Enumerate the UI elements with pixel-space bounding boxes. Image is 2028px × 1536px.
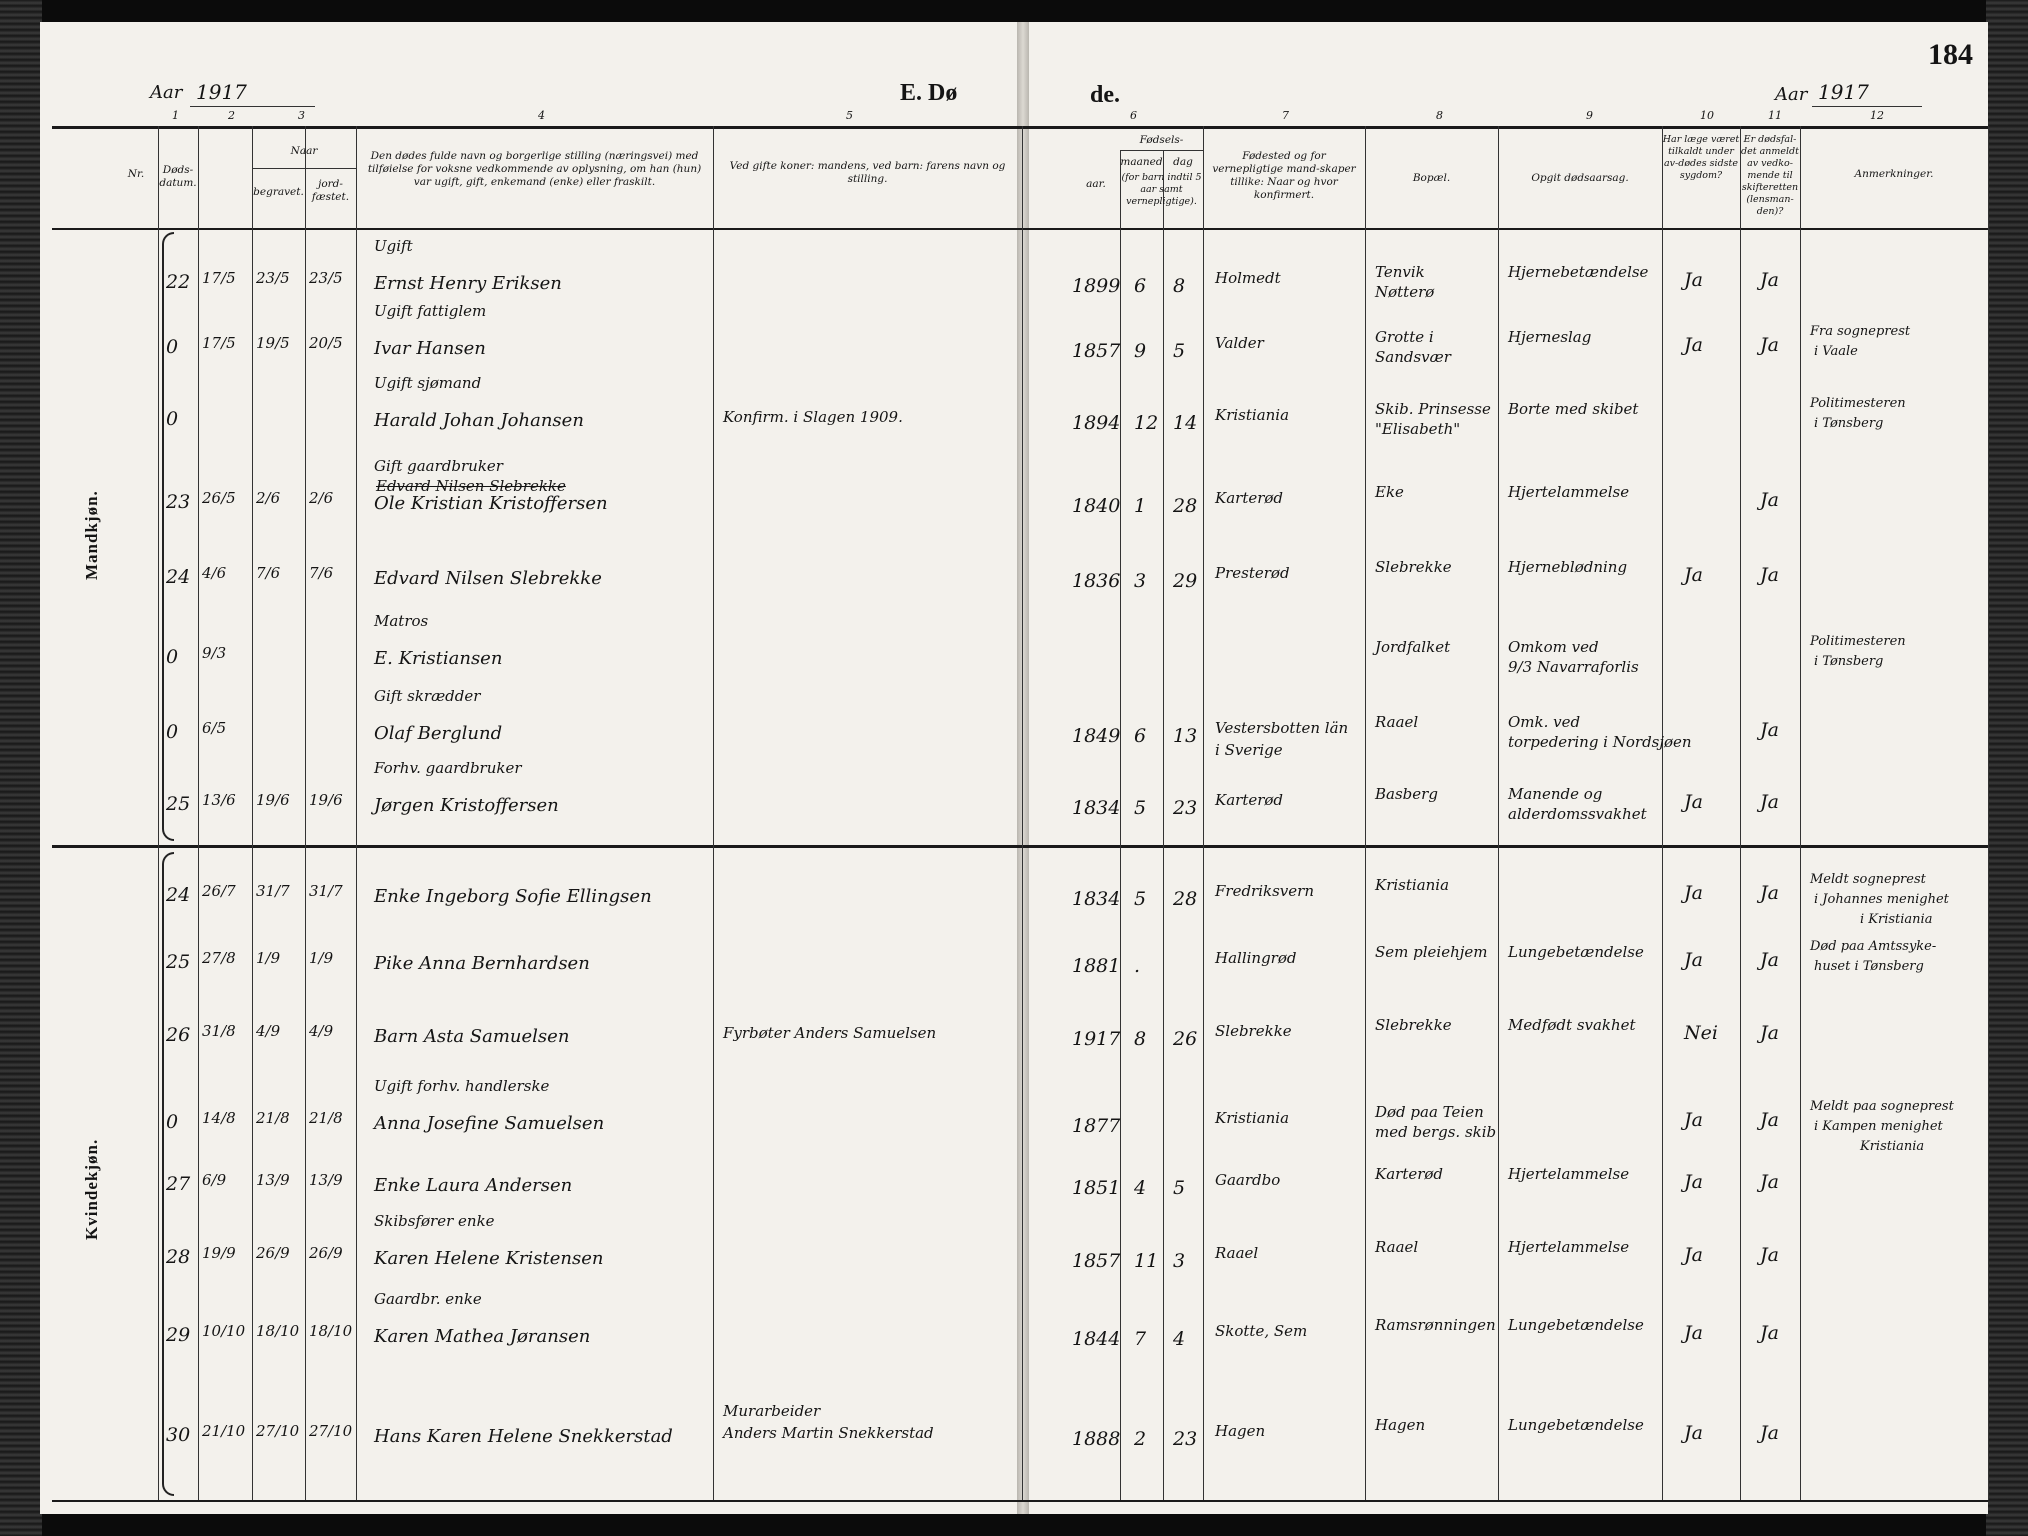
struck-name: Edvard Nilsen Slebrekke [376,477,566,495]
column-rule-dag [1163,150,1164,1500]
header-anmerkninger: Anmerkninger. [1854,168,1934,180]
column-number: 1 [172,109,179,122]
remarks: Fra sogneprest [1810,324,1911,339]
birthplace: Fredriksvern [1215,882,1314,900]
death-date: 10/10 [202,1322,246,1340]
residence-line2: Nøtterø [1375,283,1435,301]
residence: Raael [1375,1238,1419,1256]
birth-month: 5 [1134,888,1147,910]
physician-called: Ja [1684,882,1703,904]
physician-called: Ja [1684,1244,1703,1266]
cause-of-death: Hjerneslag [1508,328,1592,346]
death-reported: Ja [1760,489,1779,511]
burial-date: 21/8 [256,1109,290,1127]
deceased-name: Anna Josefine Samuelsen [374,1113,605,1134]
deceased-name: Enke Ingeborg Sofie Ellingsen [374,886,652,907]
physician-called: Ja [1684,791,1703,813]
death-date: 6/5 [202,719,227,737]
burial-date: 19/5 [256,334,290,352]
column-rule-beg [252,126,253,1500]
death-date: 17/5 [202,334,236,352]
deceased-name: Barn Asta Samuelsen [374,1026,570,1047]
residence: Ramsrønningen [1375,1316,1496,1334]
death-date: 9/3 [202,644,227,662]
cause-of-death-line2: torpedering i Nordsjøen [1508,733,1692,751]
cause-of-death: Lungebetændelse [1508,1416,1644,1434]
residence: Jordfalket [1375,638,1451,656]
entry-number: 25 [166,793,191,815]
death-reported: Ja [1760,1022,1779,1044]
birth-day: 23 [1173,1428,1198,1450]
death-reported: Ja [1760,719,1779,741]
physician-called: Ja [1684,334,1703,356]
cause-of-death: Hjerneblødning [1508,558,1628,576]
spouse-occupation: Murarbeider [723,1402,821,1420]
interment-date: 26/9 [309,1244,343,1262]
death-reported: Ja [1760,334,1779,356]
header-naar: Naar [290,145,318,157]
birth-month: 3 [1134,570,1147,592]
birthplace: Kristiania [1215,1109,1290,1127]
entry-number: 22 [166,271,191,293]
death-reported: Ja [1760,1244,1779,1266]
birth-day: 28 [1173,888,1198,910]
birth-day: 28 [1173,495,1198,517]
residence: Hagen [1375,1416,1426,1434]
birthplace-line2: i Sverige [1215,741,1283,759]
cause-of-death: Medfødt svakhet [1508,1016,1636,1034]
header-gifte: Ved gifte koner: mandens, ved barn: farens navn og stilling. [729,160,1006,185]
birth-year: 1917 [1072,1028,1121,1050]
remarks-line2: i Kampen menighet [1814,1119,1943,1134]
burial-date: 31/7 [256,882,290,900]
birthplace: Hagen [1215,1422,1266,1440]
header-navn: Den dødes fulde navn og borgerlige stilling (næringsvei) med tilføielse for voksne vedkommende av oplysning, om han (hun) var ugift, gift, enkemand (enke) eller fraskilt. [367,150,702,188]
entry-number: 24 [166,566,191,588]
remarks: Meldt sogneprest [1810,872,1926,887]
residence-line2: "Elisabeth" [1375,420,1461,438]
burial-date: 4/9 [256,1022,281,1040]
burial-date: 18/10 [256,1322,300,1340]
cause-of-death: Lungebetændelse [1508,943,1644,961]
birthplace: Karterød [1215,489,1284,507]
burial-date: 27/10 [256,1422,300,1440]
naar-split [305,168,306,1500]
physician-called: Ja [1684,1322,1703,1344]
interment-date: 2/6 [309,489,334,507]
residence: Eke [1375,483,1404,501]
fodsels-subrule [1120,150,1203,151]
remarks-line3: i Kristiania [1860,912,1933,927]
birthplace: Skotte, Sem [1215,1322,1308,1340]
header-fodested: Fødested og for vernepligtige mand-skaper tillike: Naar og hvor konfirmert. [1212,150,1356,201]
cause-of-death: Hjertelammelse [1508,1165,1630,1183]
deceased-name: Ivar Hansen [374,338,486,359]
birth-month: 8 [1134,1028,1147,1050]
birth-month: 5 [1134,797,1147,819]
remarks: Meldt paa sogneprest [1810,1099,1954,1114]
entry-number: 29 [166,1324,191,1346]
birthplace: Karterød [1215,791,1284,809]
residence-line2: Sandsvær [1375,348,1451,366]
column-number: 5 [846,109,853,122]
death-date: 27/8 [202,949,236,967]
deceased-name: Karen Helene Kristensen [374,1248,604,1269]
interment-date: 27/10 [309,1422,353,1440]
year-underline-left [190,106,315,107]
residence: Kristiania [1375,876,1450,894]
interment-date: 19/6 [309,791,343,809]
column-number: 4 [538,109,545,122]
birth-day: 29 [1173,570,1198,592]
header-top-rule [52,126,1988,129]
birth-year: 1849 [1072,725,1121,747]
page-number: 184 [1928,38,1973,71]
civil-status: Forhv. gaardbruker [374,759,522,777]
entry-number: 27 [166,1173,191,1195]
burial-date: 19/6 [256,791,290,809]
birthplace: Vestersbotten län [1215,719,1349,737]
deceased-name: Hans Karen Helene Snekkerstad [374,1426,673,1447]
header-aar: aar. [1086,178,1106,190]
civil-status: Skibsfører enke [374,1212,495,1230]
birth-year: 1881 [1072,955,1121,977]
section-label-male: Mandkjøn. [82,490,101,580]
entry-number: 0 [166,1111,179,1133]
header-bopel: Bopæl. [1412,172,1451,184]
residence: Tenvik [1375,263,1425,281]
birth-month: 9 [1134,340,1147,362]
section-divider [52,845,1988,848]
birth-month: 6 [1134,725,1147,747]
cause-of-death-line2: 9/3 Navarraforlis [1508,658,1639,676]
birth-month: 11 [1134,1250,1159,1272]
interment-date: 1/9 [309,949,334,967]
column-number: 8 [1436,109,1443,122]
deceased-name: Pike Anna Bernhardsen [374,953,590,974]
death-date: 6/9 [202,1171,227,1189]
header-laege: Har læge været tilkaldt under av-dødes sidste sygdom? [1662,134,1740,181]
death-date: 19/9 [202,1244,236,1262]
column-number: 10 [1700,109,1714,122]
birth-day: 8 [1173,275,1186,297]
birth-year: 1888 [1072,1428,1121,1450]
entry-number: 24 [166,884,191,906]
header-maaned: maaned [1120,156,1163,168]
physician-called: Ja [1684,1171,1703,1193]
column-number: 3 [298,109,305,122]
civil-status: Matros [374,612,429,630]
header-dodsaarsag: Opgit dødsaarsag. [1531,172,1629,184]
book-edge-left [0,0,42,1536]
birth-day: 13 [1173,725,1198,747]
entry-number: 0 [166,408,179,430]
death-reported: Ja [1760,1171,1779,1193]
column-rule-anm [1740,126,1741,1500]
column-rule-gifte [713,126,714,1500]
civil-status: Ugift fattiglem [374,302,487,320]
birth-day: 23 [1173,797,1198,819]
burial-date: 7/6 [256,564,281,582]
section-bracket-male [162,232,174,841]
death-date: 14/8 [202,1109,236,1127]
birth-year: 1877 [1072,1115,1121,1137]
entry-number: 0 [166,336,179,358]
burial-date: 2/6 [256,489,281,507]
residence: Sem pleiehjem [1375,943,1488,961]
interment-date: 21/8 [309,1109,343,1127]
header-fodsels: Fødsels- [1139,134,1184,146]
cause-of-death: Manende og [1508,785,1603,803]
left-page [40,22,1020,1514]
residence-line2: med bergs. skib [1375,1123,1497,1141]
column-number: 7 [1282,109,1289,122]
year-left: 1917 [196,80,247,104]
interment-date: 4/9 [309,1022,334,1040]
birth-month: 12 [1134,412,1159,434]
cause-of-death-line2: alderdomssvakhet [1508,805,1647,823]
remarks: Politimesteren [1810,396,1906,411]
death-date: 26/7 [202,882,236,900]
header-anmeldt: Er dødsfal-det anmeldt av vedko-mende til skifteretten (lensman-den)? [1741,134,1799,217]
birth-year: 1857 [1072,1250,1121,1272]
residence: Slebrekke [1375,1016,1452,1034]
deceased-name: Ernst Henry Eriksen [374,273,562,294]
deceased-name: Edvard Nilsen Slebrekke [374,568,602,589]
birthplace: Holmedt [1215,269,1281,287]
death-date: 21/10 [202,1422,246,1440]
register-title-left: E. Dø [900,80,958,106]
cause-of-death: Omkom ved [1508,638,1599,656]
remarks-line2: i Tønsberg [1814,416,1884,431]
year-right: 1917 [1818,80,1869,104]
entry-number: 0 [166,721,179,743]
cause-of-death: Hjernebetændelse [1508,263,1649,281]
burial-date: 13/9 [256,1171,290,1189]
header-dag: dag [1173,156,1193,168]
civil-status: Gift gaardbruker [374,457,503,475]
birth-day: 26 [1173,1028,1198,1050]
birth-month: 7 [1134,1328,1147,1350]
burial-date: 1/9 [256,949,281,967]
interment-date: 23/5 [309,269,343,287]
spouse-or-parent: Fyrbøter Anders Samuelsen [723,1024,937,1042]
deceased-name: Karen Mathea Jøransen [374,1326,591,1347]
section-label-female: Kvindekjøn. [82,1138,101,1240]
death-reported: Ja [1760,1422,1779,1444]
remarks-line2: i Vaale [1814,344,1858,359]
birthplace: Slebrekke [1215,1022,1292,1040]
remarks-line2: i Johannes menighet [1814,892,1949,907]
right-page [1026,22,1988,1514]
death-reported: Ja [1760,949,1779,971]
residence: Basberg [1375,785,1438,803]
header-fodsels-note: (for barn indtil 5 aar samt vernepligtige). [1121,172,1202,207]
birth-month: 2 [1134,1428,1147,1450]
cause-of-death: Omk. ved [1508,713,1581,731]
burial-date: 26/9 [256,1244,290,1262]
birthplace: Raael [1215,1244,1259,1262]
birth-month: 6 [1134,275,1147,297]
remarks-line2: i Tønsberg [1814,654,1884,669]
spouse-or-parent: Konfirm. i Slagen 1909. [723,408,903,426]
interment-date: 18/10 [309,1322,353,1340]
aar-label-left: Aar [150,82,183,103]
birthplace: Presterød [1215,564,1290,582]
birth-year: 1894 [1072,412,1121,434]
entry-number: 0 [166,646,179,668]
column-rule-aar [1022,126,1023,1500]
naar-subrule [252,168,356,169]
deceased-name: Olaf Berglund [374,723,503,744]
physician-called: Ja [1684,1422,1703,1444]
entry-number: 23 [166,491,191,513]
physician-called: Ja [1684,269,1703,291]
civil-status: Ugift forhv. handlerske [374,1077,550,1095]
death-reported: Ja [1760,1109,1779,1131]
burial-date: 23/5 [256,269,290,287]
header-begravet: begravet. [253,186,304,198]
birthplace: Kristiania [1215,406,1290,424]
birth-day: 4 [1173,1328,1186,1350]
civil-status: Ugift [374,237,413,255]
residence: Skib. Prinsesse [1375,400,1491,418]
birth-year: 1857 [1072,340,1121,362]
entry-number: 30 [166,1424,191,1446]
physician-called: Ja [1684,1109,1703,1131]
year-underline-right [1812,106,1922,107]
deceased-name: Jørgen Kristoffersen [374,795,559,816]
column-rule-bopel [1365,126,1366,1500]
column-rule-nr [158,126,159,1500]
birth-year: 1836 [1072,570,1121,592]
column-rule-navn [356,126,357,1500]
column-number: 6 [1130,109,1137,122]
physician-called: Ja [1684,564,1703,586]
column-number: 9 [1586,109,1593,122]
birth-day: 14 [1173,412,1198,434]
book-edge-right [1986,0,2028,1536]
residence: Grotte i [1375,328,1434,346]
entry-number: 25 [166,951,191,973]
spouse-or-parent: Anders Martin Snekkerstad [723,1424,934,1442]
cause-of-death: Borte med skibet [1508,400,1639,418]
remarks-line2: huset i Tønsberg [1814,959,1924,974]
interment-date: 31/7 [309,882,343,900]
birth-month: 4 [1134,1177,1147,1199]
column-number: 12 [1870,109,1884,122]
birth-year: 1834 [1072,888,1121,910]
residence: Karterød [1375,1165,1444,1183]
entry-number: 28 [166,1246,191,1268]
column-rule-end [1988,126,1989,1500]
birthplace: Gaardbo [1215,1171,1281,1189]
birth-year: 1844 [1072,1328,1121,1350]
birthplace: Valder [1215,334,1264,352]
deceased-name: Harald Johan Johansen [374,410,584,431]
death-date: 4/6 [202,564,227,582]
birth-year: 1899 [1072,275,1121,297]
birth-day: 5 [1173,1177,1186,1199]
remarks-line3: Kristiania [1860,1139,1925,1154]
death-date: 26/5 [202,489,236,507]
civil-status: Gift skrædder [374,687,481,705]
table-bottom-rule [52,1500,1988,1502]
register-title-right: de. [1090,82,1120,108]
death-reported: Ja [1760,791,1779,813]
deceased-name: Ole Kristian Kristoffersen [374,493,608,514]
residence: Død paa Teien [1375,1103,1484,1121]
column-number: 2 [228,109,235,122]
death-reported: Ja [1760,269,1779,291]
deceased-name: Enke Laura Andersen [374,1175,573,1196]
deceased-name: E. Kristiansen [374,648,503,669]
birth-day: 3 [1173,1250,1186,1272]
entry-number: 26 [166,1024,191,1046]
physician-called: Ja [1684,949,1703,971]
aar-label-right: Aar [1775,84,1808,105]
remarks: Politimesteren [1810,634,1906,649]
death-reported: Ja [1760,882,1779,904]
header-dodsdatum: Døds-datum. [159,164,197,189]
death-date: 17/5 [202,269,236,287]
column-rule-dod [198,126,199,1500]
death-date: 31/8 [202,1022,236,1040]
header-bottom-rule [52,228,1988,230]
birth-year: 1840 [1072,495,1121,517]
interment-date: 20/5 [309,334,343,352]
birth-year: 1834 [1072,797,1121,819]
column-rule-fode [1203,126,1204,1500]
interment-date: 13/9 [309,1171,343,1189]
death-date: 13/6 [202,791,236,809]
interment-date: 7/6 [309,564,334,582]
civil-status: Ugift sjømand [374,374,482,392]
death-reported: Ja [1760,564,1779,586]
cause-of-death: Hjertelammelse [1508,483,1630,501]
birth-day: 5 [1173,340,1186,362]
birth-month: 1 [1134,495,1147,517]
birth-month: . [1134,955,1141,977]
death-reported: Ja [1760,1322,1779,1344]
civil-status: Gaardbr. enke [374,1290,482,1308]
column-rule-laege [1662,126,1663,1500]
book-gutter [1017,22,1029,1514]
remarks: Død paa Amtssyke- [1810,939,1937,954]
cause-of-death: Hjertelammelse [1508,1238,1630,1256]
physician-called: Nei [1684,1022,1718,1044]
birthplace: Hallingrød [1215,949,1297,967]
residence: Raael [1375,713,1419,731]
birth-year: 1851 [1072,1177,1121,1199]
header-nr: Nr. [127,168,145,180]
column-rule-aarsak [1498,126,1499,1500]
column-rule-merk [1800,126,1801,1500]
residence: Slebrekke [1375,558,1452,576]
header-jordfestet: jord-fæstet. [311,178,350,203]
column-number: 11 [1768,109,1782,122]
cause-of-death: Lungebetændelse [1508,1316,1644,1334]
